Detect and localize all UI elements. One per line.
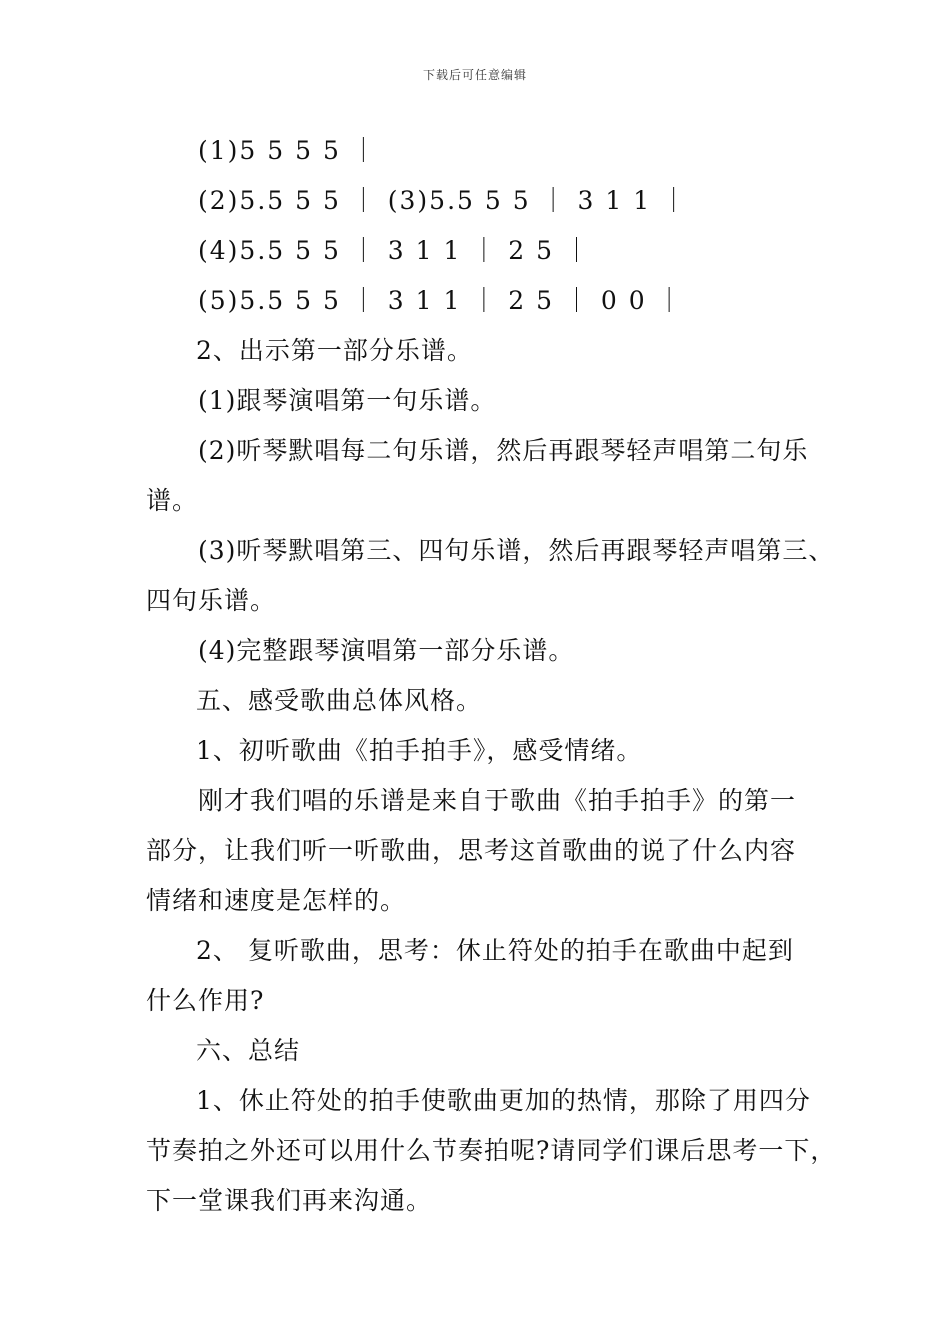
paragraph-second-listen-line-2: 什么作用? (146, 986, 265, 1015)
paragraph-second-listen-line-1: 2、 复听歌曲，思考：休止符处的拍手在歌曲中起到 (196, 936, 794, 965)
section-heading-5: 五、感受歌曲总体风格。 (196, 686, 483, 715)
paragraph-step-2-line-2: 谱。 (146, 486, 199, 515)
paragraph-step-4: (4)完整跟琴演唱第一部分乐谱。 (198, 636, 575, 665)
paragraph-step-3-line-2: 四句乐谱。 (146, 586, 277, 615)
paragraph-summary-line-2: 节奏拍之外还可以用什么节奏拍呢?请同学们课后思考一下， (146, 1136, 837, 1165)
paragraph-summary-line-1: 1、休止符处的拍手使歌曲更加的热情，那除了用四分 (196, 1086, 811, 1115)
paragraph-step-2-line-1: (2)听琴默唱每二句乐谱，然后再跟琴轻声唱第二句乐 (198, 436, 809, 465)
paragraph-explanation-line-3: 情绪和速度是怎样的。 (146, 886, 407, 915)
paragraph-first-listen: 1、初听歌曲《拍手拍手》，感受情绪。 (196, 736, 643, 765)
section-heading-6: 六、总结 (196, 1036, 301, 1065)
paragraph-step-3-line-1: (3)听琴默唱第三、四句乐谱，然后再跟琴轻声唱第三、 (198, 536, 835, 565)
paragraph-show-score: 2、出示第一部分乐谱。 (196, 336, 473, 365)
paragraph-summary-line-3: 下一堂课我们再来沟通。 (146, 1186, 433, 1215)
page-header: 下载后可任意编辑 (422, 68, 527, 82)
score-line-3: (4)5.5 5 5 ｜ 3 1 1 ｜ 2 5 ｜ (198, 236, 591, 265)
paragraph-step-1: (1)跟琴演唱第一句乐谱。 (198, 386, 497, 415)
paragraph-explanation-line-1: 刚才我们唱的乐谱是来自于歌曲《拍手拍手》的第一 (198, 786, 797, 815)
score-line-1: (1)5 5 5 5 ｜ (198, 136, 378, 165)
score-line-4: (5)5.5 5 5 ｜ 3 1 1 ｜ 2 5 ｜ 0 0 ｜ (198, 286, 684, 315)
score-line-2: (2)5.5 5 5 ｜ (3)5.5 5 5 ｜ 3 1 1 ｜ (198, 186, 689, 215)
paragraph-explanation-line-2: 部分，让我们听一听歌曲，思考这首歌曲的说了什么内容 (146, 836, 797, 865)
